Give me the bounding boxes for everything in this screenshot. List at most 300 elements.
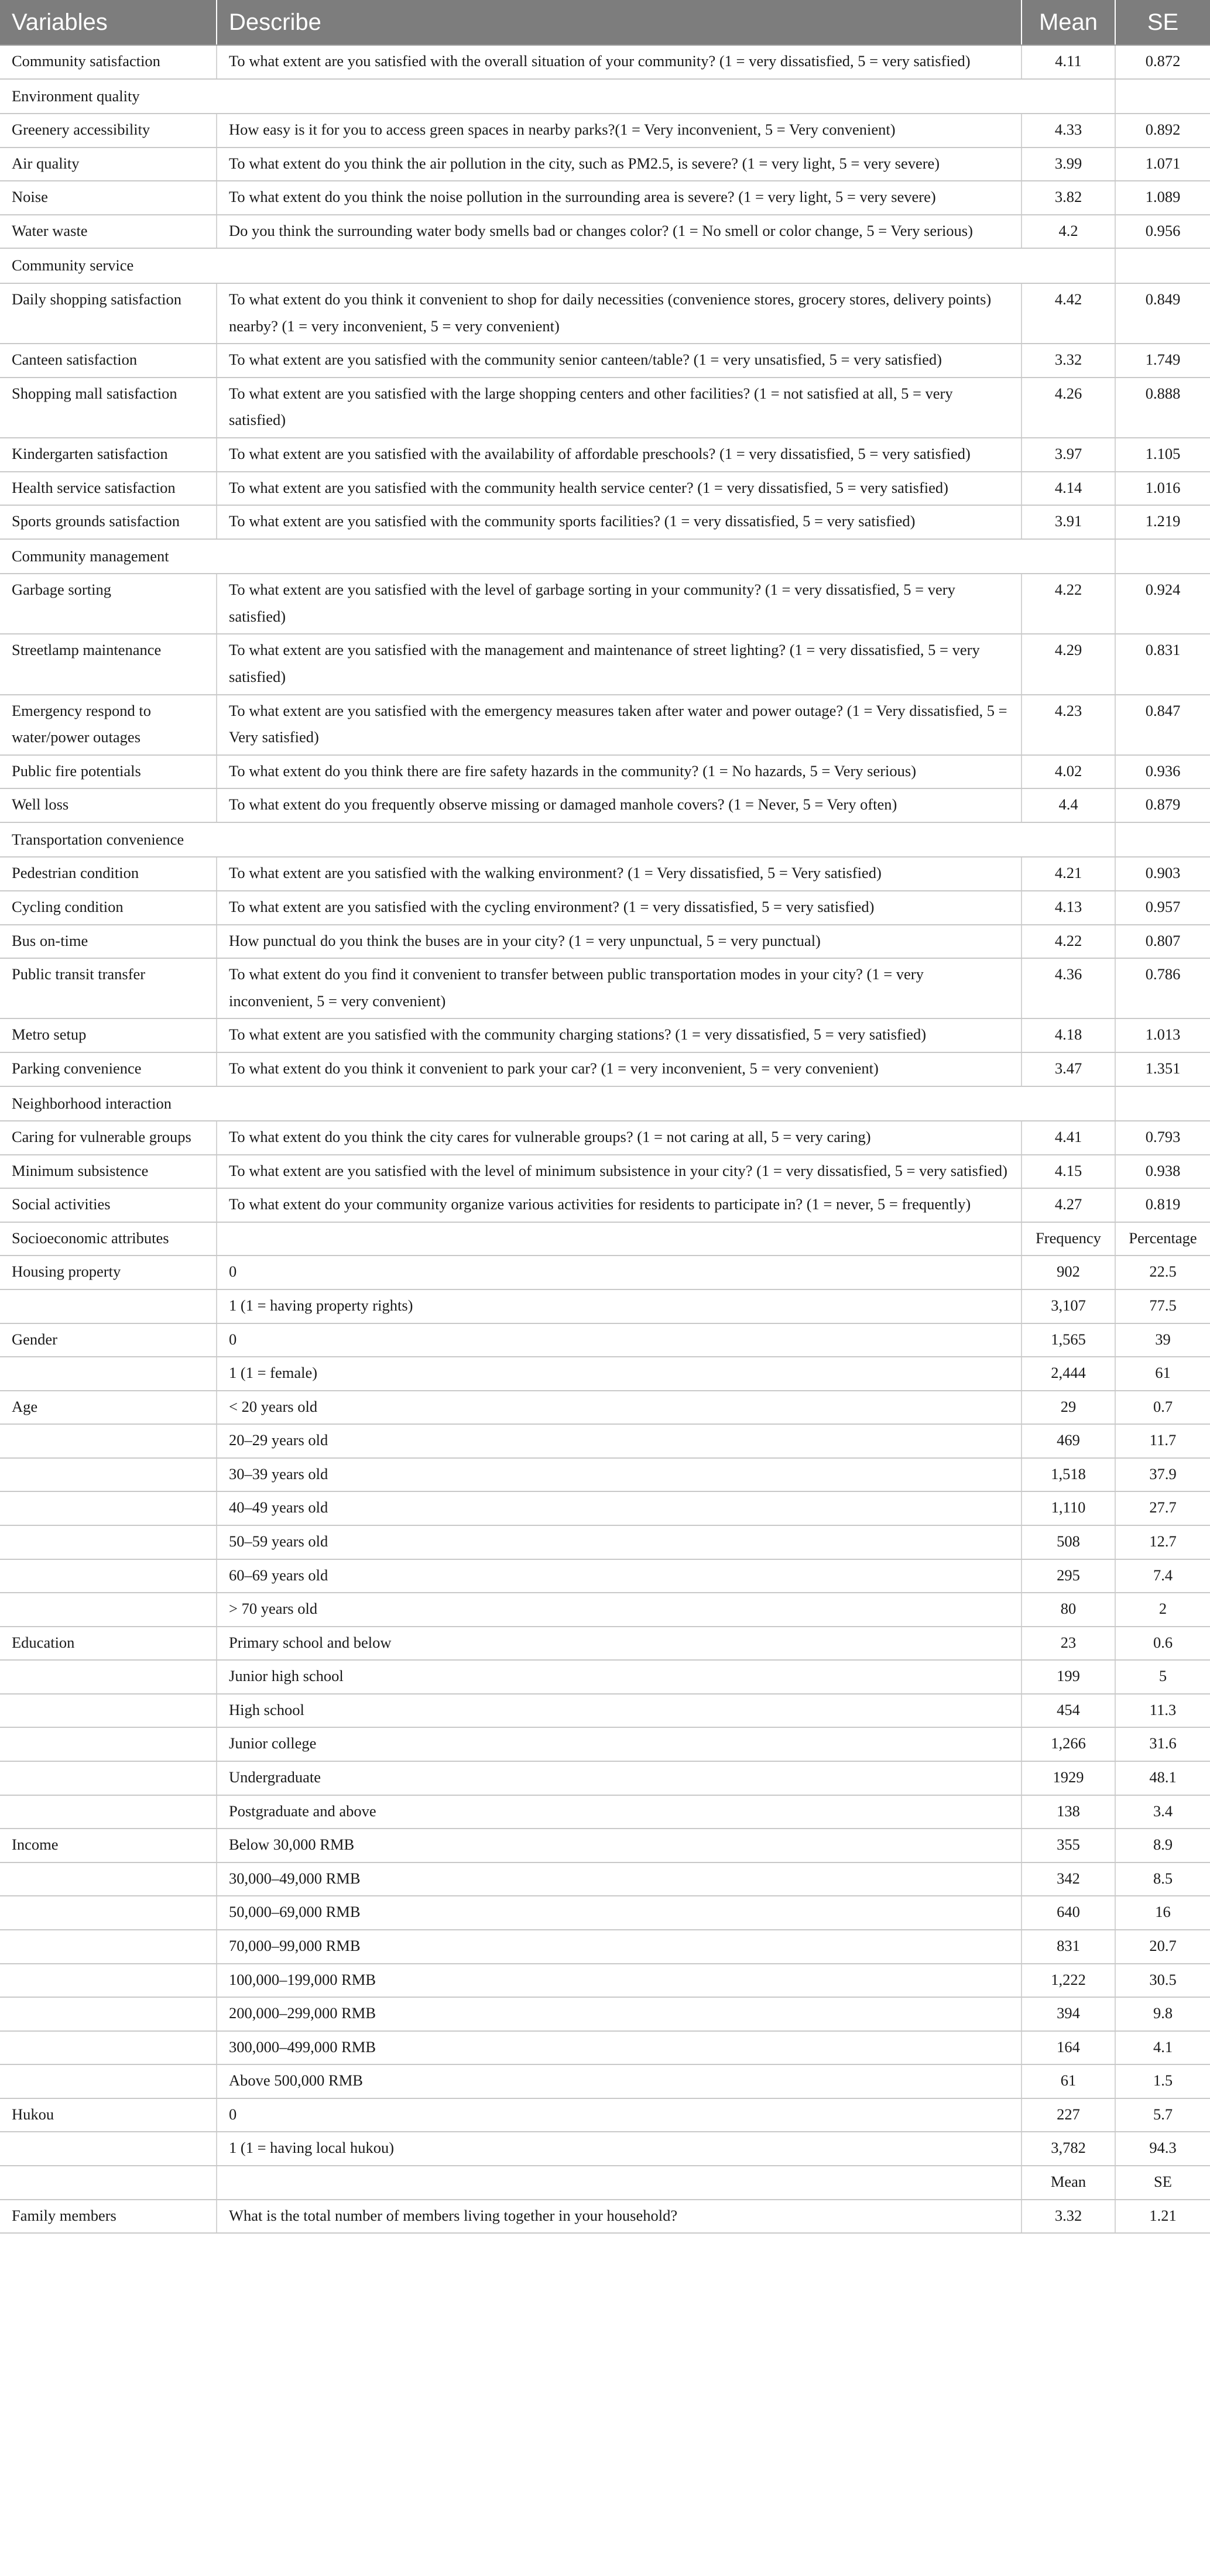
value-cell: 227 bbox=[1022, 2098, 1115, 2132]
empty-cell bbox=[1022, 1086, 1115, 1121]
se-cell: 0.831 bbox=[1115, 634, 1210, 694]
se-cell: 61 bbox=[1115, 1357, 1210, 1391]
variable-cell: Garbage sorting bbox=[0, 574, 217, 634]
table-row bbox=[0, 2031, 1210, 2065]
describe-cell: 70,000–99,000 RMB bbox=[217, 1930, 1022, 1964]
table-row bbox=[0, 438, 1210, 472]
value-cell: 4.4 bbox=[1022, 788, 1115, 822]
variable-cell: Public fire potentials bbox=[0, 755, 217, 789]
describe-cell: Primary school and below bbox=[217, 1627, 1022, 1661]
se-cell: 1.013 bbox=[1115, 1018, 1210, 1052]
variable-cell: Canteen satisfaction bbox=[0, 344, 217, 378]
describe-cell: Undergraduate bbox=[217, 1761, 1022, 1795]
describe-cell: To what extent do you think the noise pollution in the surrounding area is severe? (1 = very light, 5 = very severe) bbox=[217, 181, 1022, 215]
variable-cell bbox=[0, 2031, 217, 2065]
value-cell: 199 bbox=[1022, 1660, 1115, 1694]
describe-cell: To what extent are you satisfied with the level of minimum subsistence in your city? (1 = very dissatisfied, 5 = very satisfied) bbox=[217, 1155, 1022, 1189]
describe-cell: 0 bbox=[217, 2098, 1022, 2132]
empty-cell bbox=[1022, 248, 1115, 283]
variable-cell: Kindergarten satisfaction bbox=[0, 438, 217, 472]
describe-cell: To what extent are you satisfied with the community sports facilities? (1 = very dissatisfied, 5 = very satisfied) bbox=[217, 505, 1022, 539]
table-row bbox=[0, 2166, 1210, 2200]
se-cell: 37.9 bbox=[1115, 1458, 1210, 1492]
table-row bbox=[0, 148, 1210, 181]
se-cell: 0.956 bbox=[1115, 215, 1210, 249]
table-row bbox=[0, 2200, 1210, 2234]
describe-cell: High school bbox=[217, 1694, 1022, 1728]
value-cell: 394 bbox=[1022, 1997, 1115, 2031]
table-row bbox=[0, 114, 1210, 148]
section-label: Environment quality bbox=[0, 79, 1022, 114]
describe-cell: To what extent do you think the air pollution in the city, such as PM2.5, is severe? (1 = very light, 5 = very severe) bbox=[217, 148, 1022, 181]
se-cell: 9.8 bbox=[1115, 1997, 1210, 2031]
value-cell: 3.47 bbox=[1022, 1052, 1115, 1086]
variable-cell bbox=[0, 1862, 217, 1896]
empty-cell bbox=[1022, 79, 1115, 114]
se-cell: 0.892 bbox=[1115, 114, 1210, 148]
table-row bbox=[0, 1896, 1210, 1930]
describe-cell: To what extent are you satisfied with the management and maintenance of street lighting? (1 = very dissatisfied, 5 = very satisfied) bbox=[217, 634, 1022, 694]
value-cell: 508 bbox=[1022, 1525, 1115, 1559]
variable-cell bbox=[0, 1424, 217, 1458]
se-cell: 27.7 bbox=[1115, 1491, 1210, 1525]
se-cell: 0.938 bbox=[1115, 1155, 1210, 1189]
table-row bbox=[0, 634, 1210, 694]
variable-cell: Cycling condition bbox=[0, 891, 217, 925]
se-cell: 1.5 bbox=[1115, 2064, 1210, 2098]
value-cell: 4.42 bbox=[1022, 283, 1115, 344]
describe-cell: To what extent are you satisfied with the community health service center? (1 = very dissatisfied, 5 = very satisfied) bbox=[217, 472, 1022, 506]
value-cell: 80 bbox=[1022, 1593, 1115, 1627]
se-cell: 5.7 bbox=[1115, 2098, 1210, 2132]
describe-cell: What is the total number of members living together in your household? bbox=[217, 2200, 1022, 2234]
value-cell: 4.26 bbox=[1022, 378, 1115, 438]
describe-cell: 0 bbox=[217, 1323, 1022, 1357]
se-cell: 1.016 bbox=[1115, 472, 1210, 506]
table-row bbox=[0, 2064, 1210, 2098]
section-row bbox=[0, 248, 1210, 283]
describe-cell: To what extent are you satisfied with the community charging stations? (1 = very dissatisfied, 5 = very satisfied) bbox=[217, 1018, 1022, 1052]
variable-cell: Parking convenience bbox=[0, 1052, 217, 1086]
se-cell: 16 bbox=[1115, 1896, 1210, 1930]
value-cell: 4.2 bbox=[1022, 215, 1115, 249]
table-row bbox=[0, 1155, 1210, 1189]
value-cell: 454 bbox=[1022, 1694, 1115, 1728]
value-cell: 4.36 bbox=[1022, 958, 1115, 1018]
describe-cell: Above 500,000 RMB bbox=[217, 2064, 1022, 2098]
se-cell: 0.936 bbox=[1115, 755, 1210, 789]
value-cell: 23 bbox=[1022, 1627, 1115, 1661]
value-cell: 4.23 bbox=[1022, 695, 1115, 755]
value-cell: 4.14 bbox=[1022, 472, 1115, 506]
value-cell: 1929 bbox=[1022, 1761, 1115, 1795]
table-row bbox=[0, 1256, 1210, 1289]
variable-cell: Public transit transfer bbox=[0, 958, 217, 1018]
variable-cell: Age bbox=[0, 1391, 217, 1425]
describe-cell: To what extent do you think it convenient to park your car? (1 = very inconvenient, 5 = very convenient) bbox=[217, 1052, 1022, 1086]
value-cell: 1,222 bbox=[1022, 1964, 1115, 1998]
section-label: Community service bbox=[0, 248, 1022, 283]
se-cell: 1.21 bbox=[1115, 2200, 1210, 2234]
header-se: SE bbox=[1115, 0, 1210, 45]
value-cell: 3.82 bbox=[1022, 181, 1115, 215]
table-row bbox=[0, 958, 1210, 1018]
value-cell: 4.18 bbox=[1022, 1018, 1115, 1052]
se-cell: 1.219 bbox=[1115, 505, 1210, 539]
se-cell: 77.5 bbox=[1115, 1289, 1210, 1323]
se-cell: 11.3 bbox=[1115, 1694, 1210, 1728]
se-cell: 2 bbox=[1115, 1593, 1210, 1627]
value-cell: 342 bbox=[1022, 1862, 1115, 1896]
se-cell: 7.4 bbox=[1115, 1559, 1210, 1593]
table-row bbox=[0, 1660, 1210, 1694]
value-cell: 3.99 bbox=[1022, 148, 1115, 181]
table-row bbox=[0, 181, 1210, 215]
se-cell: 1.105 bbox=[1115, 438, 1210, 472]
variable-cell: Greenery accessibility bbox=[0, 114, 217, 148]
se-cell: 3.4 bbox=[1115, 1795, 1210, 1829]
table-row bbox=[0, 891, 1210, 925]
table-row bbox=[0, 1795, 1210, 1829]
value-cell: 3.97 bbox=[1022, 438, 1115, 472]
variable-cell bbox=[0, 2132, 217, 2166]
variable-cell: Streetlamp maintenance bbox=[0, 634, 217, 694]
table-row bbox=[0, 1627, 1210, 1661]
se-cell: 0.888 bbox=[1115, 378, 1210, 438]
value-cell: 1,518 bbox=[1022, 1458, 1115, 1492]
variable-cell bbox=[0, 1930, 217, 1964]
se-cell: 0.786 bbox=[1115, 958, 1210, 1018]
describe-cell: To what extent do you think the city cares for vulnerable groups? (1 = not caring at all, 5 = very caring) bbox=[217, 1121, 1022, 1155]
table-row bbox=[0, 755, 1210, 789]
table-row bbox=[0, 1997, 1210, 2031]
variable-cell: Education bbox=[0, 1627, 217, 1661]
describe-cell: To what extent are you satisfied with the cycling environment? (1 = very dissatisfied, 5 = very satisfied) bbox=[217, 891, 1022, 925]
se-cell: 0.793 bbox=[1115, 1121, 1210, 1155]
variable-cell: Water waste bbox=[0, 215, 217, 249]
table-row bbox=[0, 574, 1210, 634]
describe-cell: 20–29 years old bbox=[217, 1424, 1022, 1458]
describe-cell: To what extent do your community organize various activities for residents to participate in? (1 = never, 5 = frequently) bbox=[217, 1188, 1022, 1222]
describe-cell: Below 30,000 RMB bbox=[217, 1829, 1022, 1862]
table-row bbox=[0, 925, 1210, 959]
value-cell: 3,782 bbox=[1022, 2132, 1115, 2166]
empty-cell bbox=[1115, 539, 1210, 574]
value-cell: 4.15 bbox=[1022, 1155, 1115, 1189]
se-cell: 11.7 bbox=[1115, 1424, 1210, 1458]
value-cell: 61 bbox=[1022, 2064, 1115, 2098]
value-cell: 831 bbox=[1022, 1930, 1115, 1964]
table-row bbox=[0, 1323, 1210, 1357]
se-cell: 5 bbox=[1115, 1660, 1210, 1694]
describe-cell: How easy is it for you to access green spaces in nearby parks?(1 = Very inconvenient, 5 = Very convenient) bbox=[217, 114, 1022, 148]
variable-cell bbox=[0, 1896, 217, 1930]
empty-cell bbox=[1022, 539, 1115, 574]
table-row bbox=[0, 1525, 1210, 1559]
value-cell: 640 bbox=[1022, 1896, 1115, 1930]
describe-cell: To what extent do you think there are fire safety hazards in the community? (1 = No hazards, 5 = Very serious) bbox=[217, 755, 1022, 789]
table-row bbox=[0, 1052, 1210, 1086]
describe-cell: To what extent are you satisfied with the large shopping centers and other facilities? (1 = not satisfied at all, 5 = very satisfied) bbox=[217, 378, 1022, 438]
variable-cell bbox=[0, 2064, 217, 2098]
variable-cell bbox=[0, 2166, 217, 2200]
table-row bbox=[0, 695, 1210, 755]
describe-cell: > 70 years old bbox=[217, 1593, 1022, 1627]
se-cell: 0.879 bbox=[1115, 788, 1210, 822]
empty-cell bbox=[1115, 248, 1210, 283]
describe-cell: To what extent do you find it convenient to transfer between public transportation modes in your city? (1 = very inconvenient, 5 = very convenient) bbox=[217, 958, 1022, 1018]
variable-cell bbox=[0, 1357, 217, 1391]
table-row bbox=[0, 1694, 1210, 1728]
describe-cell: 300,000–499,000 RMB bbox=[217, 2031, 1022, 2065]
value-cell: Mean bbox=[1022, 2166, 1115, 2200]
table-row bbox=[0, 2098, 1210, 2132]
describe-cell: Junior high school bbox=[217, 1660, 1022, 1694]
value-cell: 4.13 bbox=[1022, 891, 1115, 925]
table-row bbox=[0, 344, 1210, 378]
se-cell: 0.807 bbox=[1115, 925, 1210, 959]
header-mean: Mean bbox=[1022, 0, 1115, 45]
variable-cell: Metro setup bbox=[0, 1018, 217, 1052]
table-row bbox=[0, 1188, 1210, 1222]
describe-cell: 60–69 years old bbox=[217, 1559, 1022, 1593]
table-row bbox=[0, 1829, 1210, 1862]
se-cell: 0.7 bbox=[1115, 1391, 1210, 1425]
variable-cell: Hukou bbox=[0, 2098, 217, 2132]
value-cell: 4.22 bbox=[1022, 574, 1115, 634]
table-row bbox=[0, 1391, 1210, 1425]
describe-cell: Do you think the surrounding water body smells bad or changes color? (1 = No smell or color change, 5 = Very serious) bbox=[217, 215, 1022, 249]
se-cell: 20.7 bbox=[1115, 1930, 1210, 1964]
table-row bbox=[0, 1559, 1210, 1593]
se-cell: Percentage bbox=[1115, 1222, 1210, 1256]
describe-cell: To what extent do you think it convenient to shop for daily necessities (convenience stores, grocery stores, delivery points) nearby? (1 = very inconvenient, 5 = very convenient) bbox=[217, 283, 1022, 344]
value-cell: 2,444 bbox=[1022, 1357, 1115, 1391]
section-label: Transportation convenience bbox=[0, 822, 1022, 857]
variable-cell: Emergency respond to water/power outages bbox=[0, 695, 217, 755]
se-cell: 94.3 bbox=[1115, 2132, 1210, 2166]
table-row bbox=[0, 788, 1210, 822]
variable-cell bbox=[0, 1964, 217, 1998]
describe-cell: To what extent are you satisfied with the availability of affordable preschools? (1 = very dissatisfied, 5 = very satisfied) bbox=[217, 438, 1022, 472]
value-cell: 4.41 bbox=[1022, 1121, 1115, 1155]
variable-cell bbox=[0, 1593, 217, 1627]
value-cell: 355 bbox=[1022, 1829, 1115, 1862]
se-cell: 8.5 bbox=[1115, 1862, 1210, 1896]
table-row bbox=[0, 1727, 1210, 1761]
variable-cell bbox=[0, 1997, 217, 2031]
se-cell: 1.351 bbox=[1115, 1052, 1210, 1086]
variable-cell: Income bbox=[0, 1829, 217, 1862]
table-row bbox=[0, 857, 1210, 891]
variable-cell: Caring for vulnerable groups bbox=[0, 1121, 217, 1155]
variable-cell bbox=[0, 1761, 217, 1795]
table-row bbox=[0, 1761, 1210, 1795]
table-row bbox=[0, 283, 1210, 344]
table-row bbox=[0, 1222, 1210, 1256]
table-row bbox=[0, 1862, 1210, 1896]
value-cell: 4.21 bbox=[1022, 857, 1115, 891]
describe-cell bbox=[217, 2166, 1022, 2200]
se-cell: 4.1 bbox=[1115, 2031, 1210, 2065]
describe-cell: To what extent are you satisfied with the walking environment? (1 = Very dissatisfied, 5 = Very satisfied) bbox=[217, 857, 1022, 891]
table-row bbox=[0, 1357, 1210, 1391]
describe-cell: 40–49 years old bbox=[217, 1491, 1022, 1525]
variable-cell: Air quality bbox=[0, 148, 217, 181]
describe-cell bbox=[217, 1222, 1022, 1256]
variable-cell bbox=[0, 1559, 217, 1593]
table-row bbox=[0, 1458, 1210, 1492]
se-cell: 1.089 bbox=[1115, 181, 1210, 215]
describe-cell: 1 (1 = having local hukou) bbox=[217, 2132, 1022, 2166]
variable-cell: Socioeconomic attributes bbox=[0, 1222, 217, 1256]
se-cell: 1.071 bbox=[1115, 148, 1210, 181]
describe-cell: 1 (1 = having property rights) bbox=[217, 1289, 1022, 1323]
variable-cell bbox=[0, 1660, 217, 1694]
variable-cell: Housing property bbox=[0, 1256, 217, 1289]
empty-cell bbox=[1022, 822, 1115, 857]
empty-cell bbox=[1115, 79, 1210, 114]
empty-cell bbox=[1115, 1086, 1210, 1121]
value-cell: 29 bbox=[1022, 1391, 1115, 1425]
value-cell: 4.29 bbox=[1022, 634, 1115, 694]
se-cell: 1.749 bbox=[1115, 344, 1210, 378]
describe-cell: How punctual do you think the buses are in your city? (1 = very unpunctual, 5 = very punctual) bbox=[217, 925, 1022, 959]
value-cell: 4.22 bbox=[1022, 925, 1115, 959]
table-header bbox=[0, 0, 1210, 45]
se-cell: 12.7 bbox=[1115, 1525, 1210, 1559]
table-row bbox=[0, 472, 1210, 506]
value-cell: 3.91 bbox=[1022, 505, 1115, 539]
variable-cell bbox=[0, 1795, 217, 1829]
variable-cell: Sports grounds satisfaction bbox=[0, 505, 217, 539]
describe-cell: < 20 years old bbox=[217, 1391, 1022, 1425]
variable-cell: Minimum subsistence bbox=[0, 1155, 217, 1189]
describe-cell: 50–59 years old bbox=[217, 1525, 1022, 1559]
se-cell: 48.1 bbox=[1115, 1761, 1210, 1795]
section-row bbox=[0, 539, 1210, 574]
section-row bbox=[0, 79, 1210, 114]
variable-cell bbox=[0, 1727, 217, 1761]
describe-cell: To what extent are you satisfied with the community senior canteen/table? (1 = very unsatisfied, 5 = very satisfied) bbox=[217, 344, 1022, 378]
value-cell: 138 bbox=[1022, 1795, 1115, 1829]
describe-cell: To what extent do you frequently observe missing or damaged manhole covers? (1 = Never, 5 = Very often) bbox=[217, 788, 1022, 822]
value-cell: Frequency bbox=[1022, 1222, 1115, 1256]
table-row bbox=[0, 1964, 1210, 1998]
table-row bbox=[0, 1491, 1210, 1525]
value-cell: 3.32 bbox=[1022, 344, 1115, 378]
describe-cell: 30–39 years old bbox=[217, 1458, 1022, 1492]
value-cell: 902 bbox=[1022, 1256, 1115, 1289]
se-cell: 0.872 bbox=[1115, 45, 1210, 79]
describe-cell: 100,000–199,000 RMB bbox=[217, 1964, 1022, 1998]
se-cell: 8.9 bbox=[1115, 1829, 1210, 1862]
se-cell: 0.819 bbox=[1115, 1188, 1210, 1222]
se-cell: 0.6 bbox=[1115, 1627, 1210, 1661]
variable-cell: Shopping mall satisfaction bbox=[0, 378, 217, 438]
describe-cell: Junior college bbox=[217, 1727, 1022, 1761]
describe-cell: Postgraduate and above bbox=[217, 1795, 1022, 1829]
value-cell: 4.11 bbox=[1022, 45, 1115, 79]
value-cell: 3.32 bbox=[1022, 2200, 1115, 2234]
se-cell: 39 bbox=[1115, 1323, 1210, 1357]
table-row bbox=[0, 1424, 1210, 1458]
header-variables: Variables bbox=[0, 0, 217, 45]
describe-cell: To what extent are you satisfied with the overall situation of your community? (1 = very dissatisfied, 5 = very satisfied) bbox=[217, 45, 1022, 79]
table-row bbox=[0, 1930, 1210, 1964]
section-label: Neighborhood interaction bbox=[0, 1086, 1022, 1121]
table-body bbox=[0, 45, 1210, 2233]
value-cell: 1,565 bbox=[1022, 1323, 1115, 1357]
section-row bbox=[0, 1086, 1210, 1121]
value-cell: 295 bbox=[1022, 1559, 1115, 1593]
se-cell: 0.903 bbox=[1115, 857, 1210, 891]
se-cell: 30.5 bbox=[1115, 1964, 1210, 1998]
describe-cell: To what extent are you satisfied with the level of garbage sorting in your community? (1 = very dissatisfied, 5 = very satisfied) bbox=[217, 574, 1022, 634]
table-row bbox=[0, 1018, 1210, 1052]
variable-cell: Noise bbox=[0, 181, 217, 215]
value-cell: 1,110 bbox=[1022, 1491, 1115, 1525]
describe-cell: 0 bbox=[217, 1256, 1022, 1289]
variable-cell: Bus on-time bbox=[0, 925, 217, 959]
se-cell: 0.957 bbox=[1115, 891, 1210, 925]
header-describe: Describe bbox=[217, 0, 1022, 45]
table-row bbox=[0, 505, 1210, 539]
variable-cell bbox=[0, 1694, 217, 1728]
table-row bbox=[0, 1121, 1210, 1155]
table-row bbox=[0, 2132, 1210, 2166]
describe-cell: 1 (1 = female) bbox=[217, 1357, 1022, 1391]
value-cell: 4.33 bbox=[1022, 114, 1115, 148]
value-cell: 1,266 bbox=[1022, 1727, 1115, 1761]
variable-cell: Health service satisfaction bbox=[0, 472, 217, 506]
table-row bbox=[0, 1593, 1210, 1627]
table-row bbox=[0, 1289, 1210, 1323]
empty-cell bbox=[1115, 822, 1210, 857]
value-cell: 3,107 bbox=[1022, 1289, 1115, 1323]
header-row bbox=[0, 0, 1210, 45]
se-cell: 31.6 bbox=[1115, 1727, 1210, 1761]
value-cell: 4.02 bbox=[1022, 755, 1115, 789]
section-row bbox=[0, 822, 1210, 857]
se-cell: 22.5 bbox=[1115, 1256, 1210, 1289]
table-row bbox=[0, 215, 1210, 249]
variable-cell bbox=[0, 1491, 217, 1525]
se-cell: SE bbox=[1115, 2166, 1210, 2200]
variable-cell bbox=[0, 1525, 217, 1559]
describe-cell: 50,000–69,000 RMB bbox=[217, 1896, 1022, 1930]
variable-cell: Well loss bbox=[0, 788, 217, 822]
describe-cell: 200,000–299,000 RMB bbox=[217, 1997, 1022, 2031]
table-row bbox=[0, 378, 1210, 438]
table-row bbox=[0, 45, 1210, 79]
value-cell: 4.27 bbox=[1022, 1188, 1115, 1222]
variable-cell: Community satisfaction bbox=[0, 45, 217, 79]
value-cell: 469 bbox=[1022, 1424, 1115, 1458]
se-cell: 0.847 bbox=[1115, 695, 1210, 755]
value-cell: 164 bbox=[1022, 2031, 1115, 2065]
describe-cell: To what extent are you satisfied with the emergency measures taken after water and power outage? (1 = Very dissatisfied, 5 = Very satisfied) bbox=[217, 695, 1022, 755]
variable-cell: Social activities bbox=[0, 1188, 217, 1222]
variable-cell: Daily shopping satisfaction bbox=[0, 283, 217, 344]
se-cell: 0.849 bbox=[1115, 283, 1210, 344]
variable-cell: Pedestrian condition bbox=[0, 857, 217, 891]
variable-cell bbox=[0, 1458, 217, 1492]
section-label: Community management bbox=[0, 539, 1022, 574]
se-cell: 0.924 bbox=[1115, 574, 1210, 634]
variable-cell: Gender bbox=[0, 1323, 217, 1357]
variable-cell bbox=[0, 1289, 217, 1323]
